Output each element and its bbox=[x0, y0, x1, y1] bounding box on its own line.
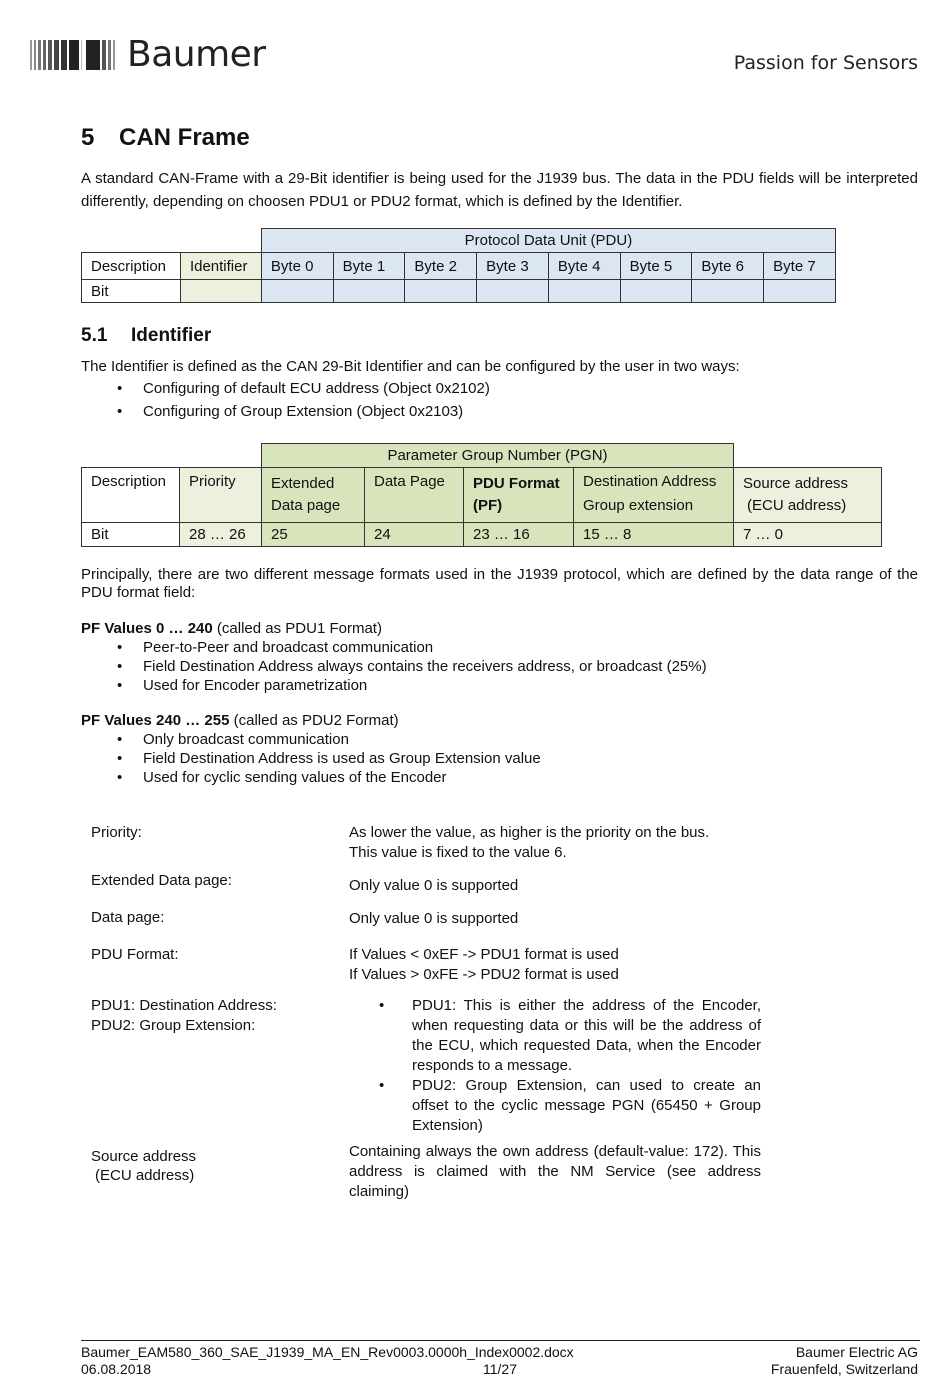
pgn-table bbox=[81, 443, 882, 547]
pdu-header: Protocol Data Unit (PDU) bbox=[261, 229, 835, 253]
subsection-title: 5.1 Identifier bbox=[81, 325, 212, 346]
pgn-cell: Priority bbox=[180, 468, 262, 523]
bullet: • bbox=[117, 380, 123, 397]
pdu2-heading: PF Values 240 … 255 (called as PDU2 Format) bbox=[81, 712, 399, 729]
pgn-cell: 23 … 16 bbox=[464, 523, 574, 547]
bullet: • bbox=[117, 403, 123, 420]
footer-company: Baumer Electric AG bbox=[795, 1344, 918, 1360]
frame-cell: Byte 0 bbox=[261, 253, 333, 280]
def-value-source-address: Containing always the own address (default-value: 172). This address is claimed with the NM Service (see address claiming) bbox=[349, 1143, 761, 1200]
frame-cell: Byte 7 bbox=[764, 253, 836, 280]
pgn-cell: Description bbox=[82, 468, 180, 523]
pgn-cell: 28 … 26 bbox=[180, 523, 262, 547]
list-item: Only broadcast communication bbox=[143, 731, 349, 748]
frame-cell: Byte 3 bbox=[477, 253, 549, 280]
pgn-cell: Data Page bbox=[365, 468, 464, 523]
frame-cell: Byte 2 bbox=[405, 253, 477, 280]
footer-filename: Baumer_EAM580_360_SAE_J1939_MA_EN_Rev0003.0000h_Index0002.docx bbox=[81, 1344, 574, 1360]
footer-location: Frauenfeld, Switzerland bbox=[770, 1361, 918, 1377]
pgn-cell: Bit bbox=[82, 523, 180, 547]
def-label-priority: Priority: bbox=[91, 824, 142, 841]
def-label-destination: PDU1: Destination Address: PDU2: Group Extension: bbox=[91, 997, 277, 1034]
baumer-logo bbox=[30, 34, 266, 75]
frame-cell: Bit bbox=[82, 280, 181, 303]
def-value-ext-data-page: Only value 0 is supported bbox=[349, 877, 519, 894]
def-value-pdu-format: If Values < 0xEF -> PDU1 format is used If Values > 0xFE -> PDU2 format is used bbox=[349, 946, 619, 983]
logo-mark-icon bbox=[30, 40, 115, 70]
pgn-cell: Extended Data page bbox=[262, 468, 365, 523]
section-title: 5 CAN Frame bbox=[81, 124, 250, 151]
brand-name: Baumer bbox=[127, 34, 266, 75]
pgn-cell: 7 … 0 bbox=[734, 523, 882, 547]
footer-page-number: 11/27 bbox=[483, 1361, 517, 1377]
tagline: Passion for Sensors bbox=[733, 52, 918, 74]
pgn-cell: Source address (ECU address) bbox=[734, 468, 882, 523]
list-item: Peer-to-Peer and broadcast communication bbox=[143, 639, 434, 656]
section-intro: A standard CAN-Frame with a 29-Bit identifier is being used for the J1939 bus. The data in the PDU fields will be interpreted differently, depending on choosen PDU1 or PDU2 format, which is defined by the Identifier. bbox=[81, 170, 918, 210]
def-value-destination-pdu1: PDU1: This is either the address of the Encoder, when requesting data or this will be the address of the ECU, which requested Data, when the Encoder responds to a message. bbox=[412, 997, 761, 1074]
frame-cell: Byte 5 bbox=[620, 253, 692, 280]
list-item: Field Destination Address always contains the receivers address, or broadcast (25%) bbox=[143, 658, 707, 675]
list-item: Configuring of default ECU address (Object 0x2102) bbox=[143, 380, 490, 397]
pgn-cell: Destination Address Group extension bbox=[574, 468, 734, 523]
frame-cell: Description bbox=[82, 253, 181, 280]
pgn-cell: 24 bbox=[365, 523, 464, 547]
subsection-intro: The Identifier is defined as the CAN 29-Bit Identifier and can be configured by the user in two ways: bbox=[81, 358, 740, 375]
frame-cell: Byte 4 bbox=[548, 253, 620, 280]
bullet: • bbox=[117, 731, 123, 748]
pgn-cell: PDU Format (PF) bbox=[464, 468, 574, 523]
frame-cell: Byte 6 bbox=[692, 253, 764, 280]
bullet: • bbox=[117, 677, 123, 694]
pgn-header: Parameter Group Number (PGN) bbox=[262, 444, 734, 468]
footer-date: 06.08.2018 bbox=[81, 1361, 152, 1377]
def-value-priority: As lower the value, as higher is the priority on the bus. This value is fixed to the value 6. bbox=[349, 824, 710, 861]
bullet: • bbox=[379, 1077, 385, 1094]
can-frame-table bbox=[81, 228, 836, 303]
pdu1-heading: PF Values 0 … 240 (called as PDU1 Format) bbox=[81, 620, 382, 637]
frame-cell: Byte 1 bbox=[333, 253, 405, 280]
bullet: • bbox=[117, 769, 123, 786]
def-label-data-page: Data page: bbox=[91, 909, 165, 926]
formats-intro: Principally, there are two different message formats used in the J1939 protocol, which are defined by the data range of the PDU format field: bbox=[81, 566, 918, 601]
def-label-source-address: Source address (ECU address) bbox=[91, 1148, 197, 1184]
bullet: • bbox=[117, 750, 123, 767]
def-value-data-page: Only value 0 is supported bbox=[349, 910, 519, 927]
list-item: Configuring of Group Extension (Object 0x2103) bbox=[143, 403, 464, 420]
def-value-destination-pdu2: PDU2: Group Extension, can used to create an offset to the cyclic message PGN (65450 + Group Extension) bbox=[412, 1077, 761, 1134]
frame-cell: Identifier bbox=[180, 253, 261, 280]
pgn-cell: 15 … 8 bbox=[574, 523, 734, 547]
footer-divider bbox=[81, 1340, 920, 1341]
bullet: • bbox=[117, 639, 123, 656]
list-item: Field Destination Address is used as Group Extension value bbox=[143, 750, 541, 767]
list-item: Used for cyclic sending values of the Encoder bbox=[143, 769, 447, 786]
def-label-pdu-format: PDU Format: bbox=[91, 946, 179, 963]
bullet: • bbox=[379, 997, 385, 1014]
pgn-cell: 25 bbox=[262, 523, 365, 547]
bullet: • bbox=[117, 658, 123, 675]
list-item: Used for Encoder parametrization bbox=[143, 677, 368, 694]
def-label-ext-data-page: Extended Data page: bbox=[91, 872, 232, 889]
